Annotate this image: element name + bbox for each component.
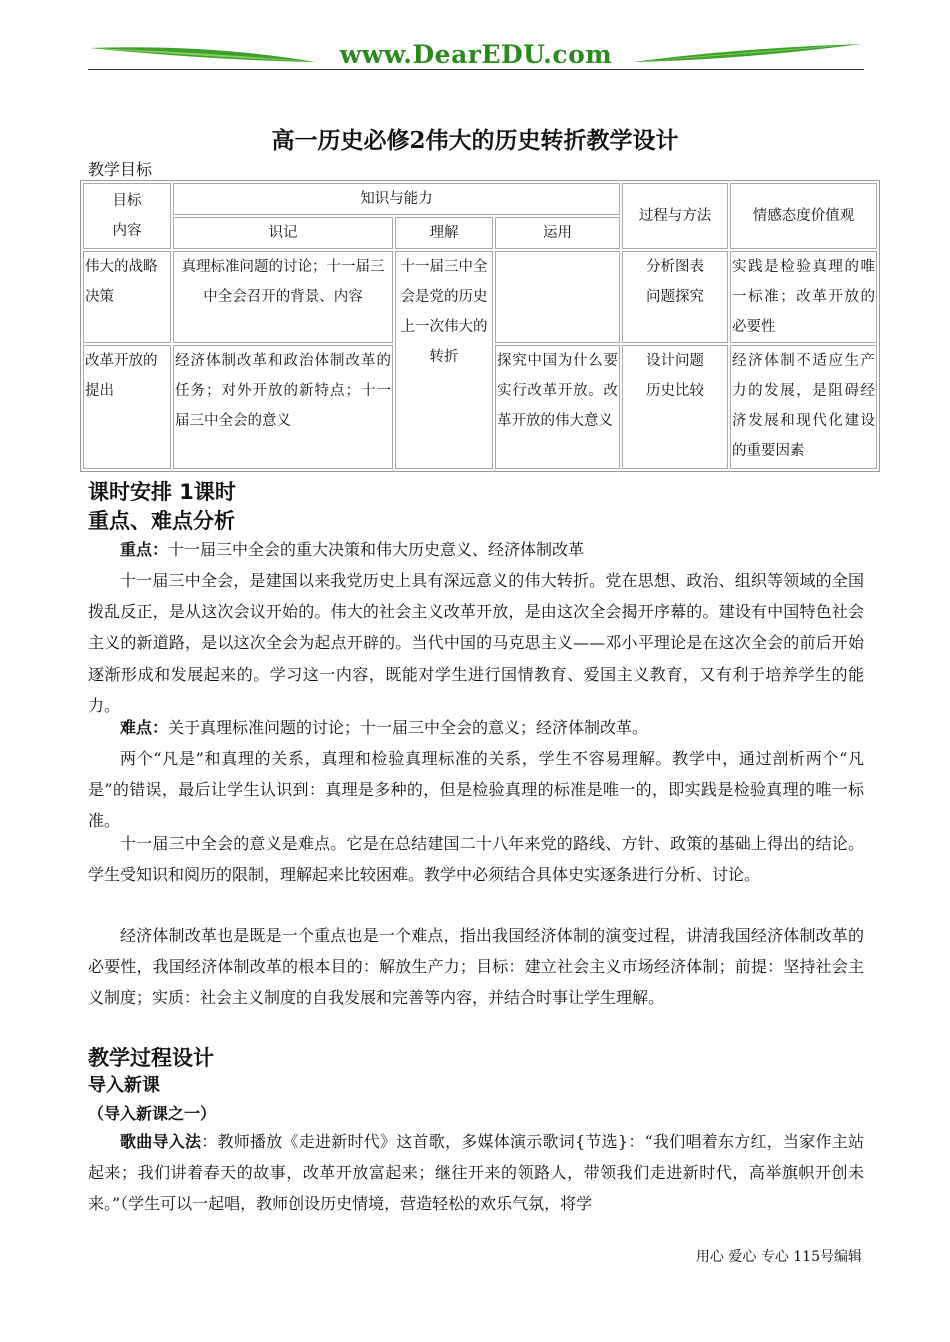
paragraph-2: 两个“凡是”和真理的关系，真理和检验真理标准的关系，学生不容易理解。教学中，通过剖析两个“凡是”的错误，最后让学生认识到：真理是多种的，但是检验真理的标准是唯一的，即实践是检验真理的唯一标准。 xyxy=(88,749,864,831)
corner-label-goal: 目标 xyxy=(112,193,142,209)
row1-emotion: 实践是检验真理的唯一标准；改革开放的必要性 xyxy=(730,251,877,343)
schedule-heading: 课时安排 1课时 xyxy=(88,480,236,504)
memorize-header: 识记 xyxy=(173,217,393,249)
understand-header: 理解 xyxy=(395,217,493,249)
page-footer: 用心 爱心 专心 115号编辑 xyxy=(695,1249,862,1265)
understand-merged-cell: 十一届三中全会是党的历史上一次伟大的转折 xyxy=(395,251,493,469)
apply-header: 运用 xyxy=(495,217,620,249)
row1-process-item: 分析图表 xyxy=(646,259,705,275)
row2-emotion: 经济体制不适应生产力的发展，是阻碍经济发展和现代化建设的重要因素 xyxy=(730,345,877,469)
site-url: www.DearEDU.com xyxy=(339,40,613,69)
key-difficult-heading: 重点、难点分析 xyxy=(88,509,235,533)
paragraph-4: 经济体制改革也是既是一个重点也是一个难点，指出我国经济体制的演变过程，讲清我国经济体制改革的必要性，我国经济体制改革的根本目的：解放生产力；目标：建立社会主义市场经济体制；前提：坚持社会主义制度；实质：社会主义制度的自我发展和完善等内容，并结合时事让学生理解。 xyxy=(88,926,864,1008)
difficult-point-line xyxy=(88,712,864,743)
intro-subheading: （导入新课之一） xyxy=(88,1104,217,1123)
paragraph-1: 十一届三中全会，是建国以来我党历史上具有深远意义的伟大转折。党在思想、政治、组织等领域的全国拨乱反正，是从这次会议开始的。伟大的社会主义改革开放，是由这次全会揭开序幕的。建设有中国特色社会主义的新道路，是以这次全会为起点开辟的。当代中国的马克思主义——邓小平理论是在这次全会的前后开始逐渐形成和发展起来的。学习这一内容，既能对学生进行国情教育、爱国主义教育，又有利于培养学生的能力。 xyxy=(88,571,864,715)
row2-memorize: 经济体制改革和政治体制改革的任务；对外开放的新特点；十一届三中全会的意义 xyxy=(173,345,393,469)
header-divider xyxy=(88,69,864,70)
row1-topic: 伟大的战略决策 xyxy=(83,251,171,343)
difficult-point-text: 关于真理标准问题的讨论；十一届三中全会的意义；经济体制改革。 xyxy=(168,718,649,737)
row1-process-item: 问题探究 xyxy=(646,289,705,305)
key-point-line xyxy=(88,534,864,565)
knowledge-header: 知识与能力 xyxy=(173,183,620,215)
paragraph-3: 十一届三中全会的意义是难点。它是在总结建国二十八年来党的路线、方针、政策的基础上得出的结论。学生受知识和阅历的限制，理解起来比较困难。教学中必须结合具体史实逐条进行分析、讨论。 xyxy=(88,834,864,885)
process-header: 过程与方法 xyxy=(622,183,728,249)
row2-apply: 探究中国为什么要实行改革开放。改革开放的伟大意义 xyxy=(495,345,620,469)
key-point-text: 十一届三中全会的重大决策和伟大历史意义、经济体制改革 xyxy=(168,540,585,559)
song-intro-paragraph xyxy=(88,1126,864,1220)
row1-memorize: 真理标准问题的讨论；十一届三中全会召开的背景、内容 xyxy=(173,251,393,343)
key-point-label: 重点： xyxy=(120,540,169,559)
objectives-label: 教学目标 xyxy=(88,160,153,179)
site-header-banner xyxy=(88,38,864,70)
row1-process xyxy=(622,251,728,343)
process-heading: 教学过程设计 xyxy=(88,1046,214,1070)
intro-heading: 导入新课 xyxy=(88,1075,160,1096)
row1-apply xyxy=(495,251,620,343)
teaching-goals-table xyxy=(80,180,880,472)
song-intro-text: ：教师播放《走进新时代》这首歌，多媒体演示歌词{节选}：“我们唱着东方红，当家作主站起来；我们讲着春天的故事，改革开放富起来；继往开来的领路人，带领我们走进新时代，高举旗帜开创未来。”（学生可以一起唱，教师创设历史情境，营造轻松的欢乐气氛，将学 xyxy=(88,1132,864,1214)
row2-process-item: 历史比较 xyxy=(646,383,705,399)
row2-process xyxy=(622,345,728,469)
difficult-point-label: 难点： xyxy=(120,718,169,737)
song-intro-label: 歌曲导入法 xyxy=(120,1132,202,1151)
emotion-header: 情感态度价值观 xyxy=(730,183,877,249)
corner-header-cell xyxy=(83,183,171,249)
row2-topic: 改革开放的提出 xyxy=(83,345,171,469)
document-title: 高一历史必修2伟大的历史转折教学设计 xyxy=(271,127,679,154)
row2-process-item: 设计问题 xyxy=(646,353,705,369)
corner-label-content: 内容 xyxy=(112,223,142,239)
